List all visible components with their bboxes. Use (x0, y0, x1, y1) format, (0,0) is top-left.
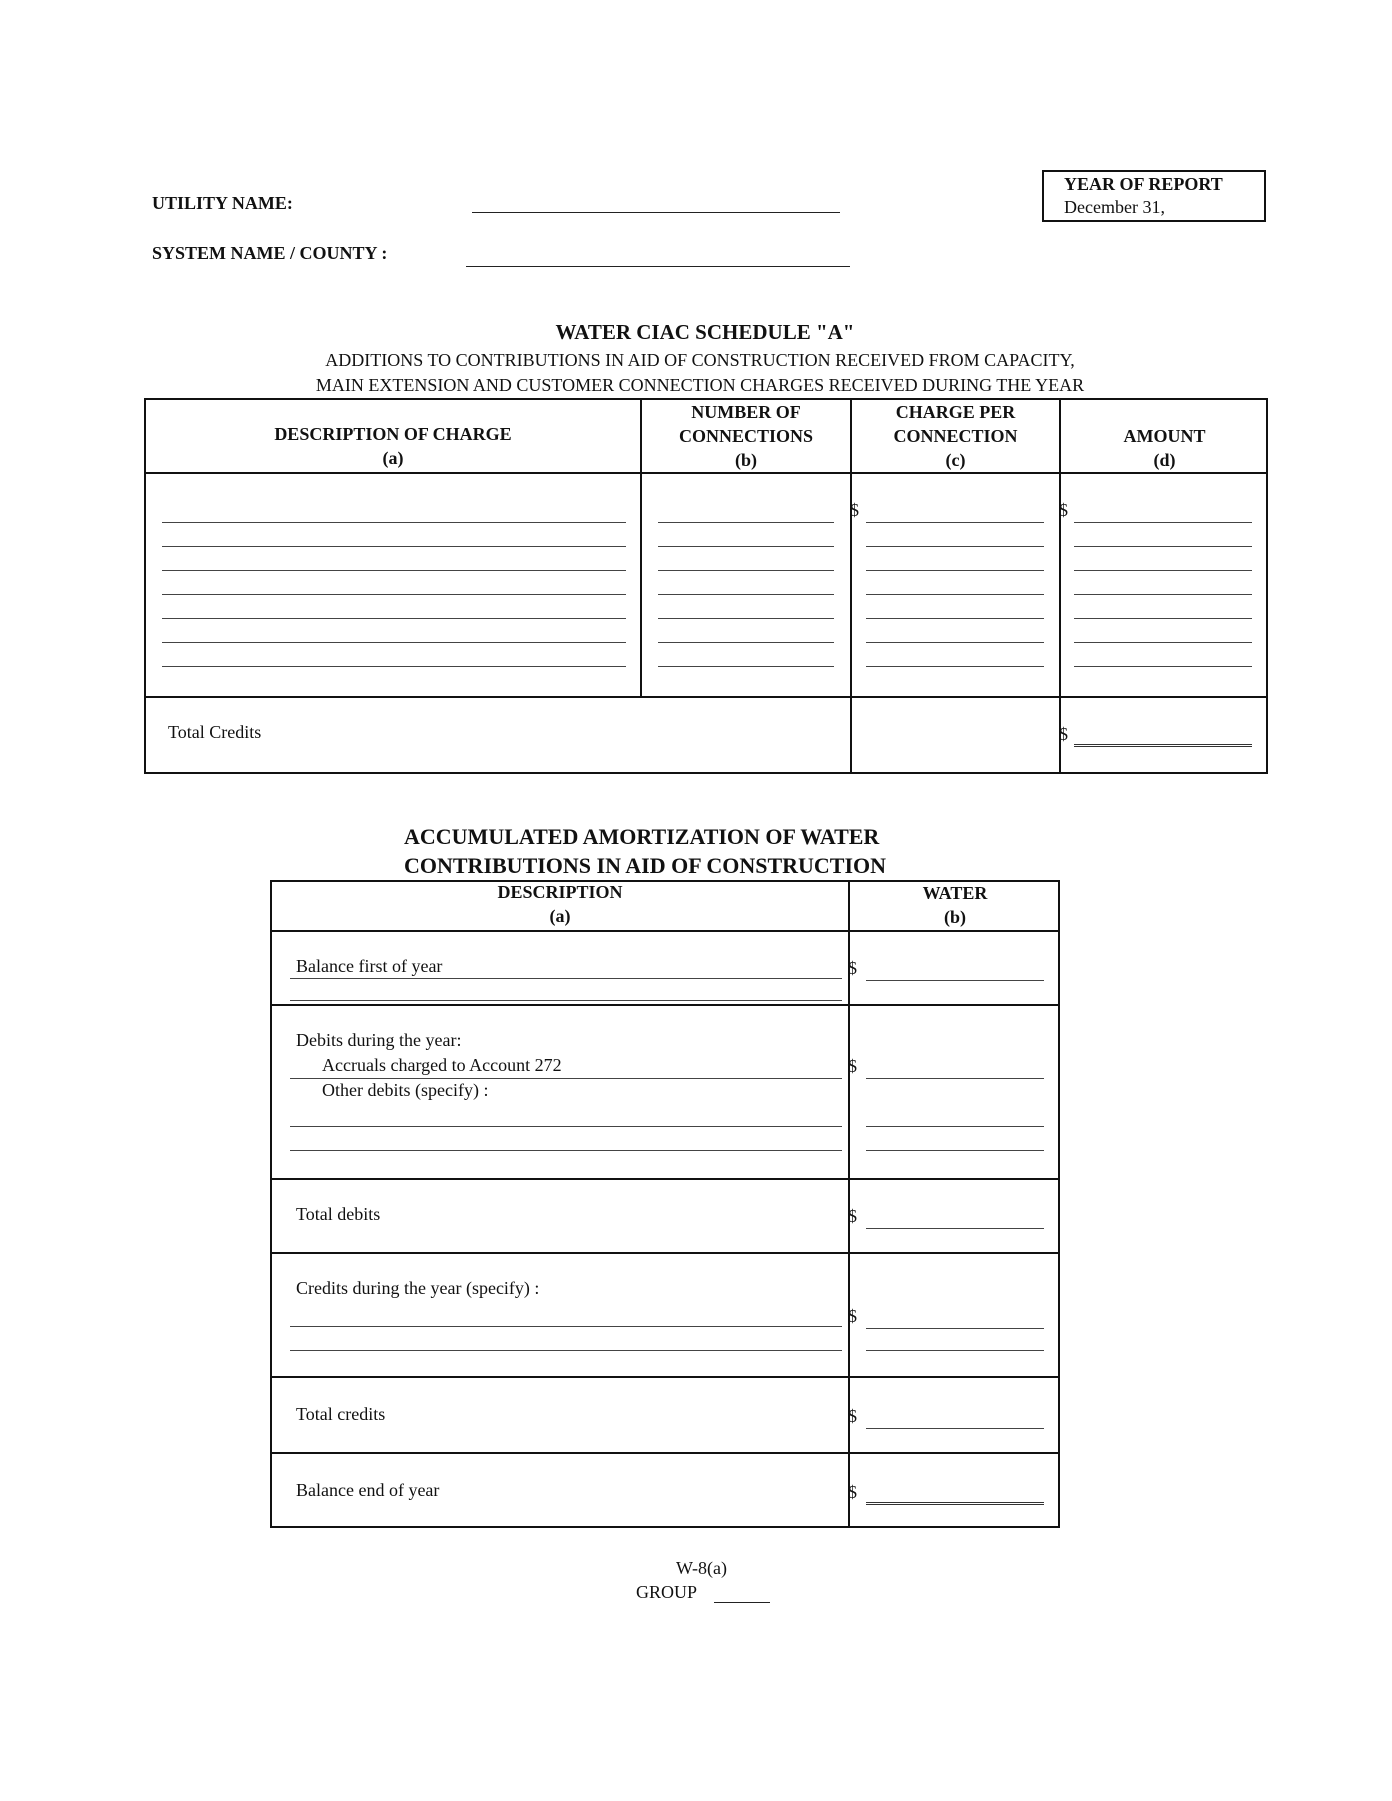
col-c-title-1: CHARGE PER (895, 402, 1016, 422)
year-of-report-title: YEAR OF REPORT (1064, 174, 1223, 194)
schedule-a-subtitle-1: ADDITIONS TO CONTRIBUTIONS IN AID OF CONSTRUCTION RECEIVED FROM CAPACITY, (325, 350, 1075, 370)
amort-water-title: WATER (922, 883, 988, 903)
col-c-title-2: CONNECTION (893, 426, 1018, 446)
charge-entry-line-2[interactable] (866, 546, 1044, 547)
connections-entry-line-6[interactable] (658, 642, 834, 643)
amount-entry-line-4[interactable] (1074, 594, 1252, 595)
total-debits-field[interactable] (866, 1228, 1044, 1229)
amortization-title-2: CONTRIBUTIONS IN AID OF CONSTRUCTION (404, 853, 887, 878)
page-code: W-8(a) (676, 1558, 727, 1578)
description-entry-line-2[interactable] (162, 546, 626, 547)
col-a-code: (a) (382, 448, 404, 468)
amort-desc-code: (a) (549, 906, 571, 926)
accruals-field[interactable] (866, 1078, 1044, 1079)
charge-entry-line-7[interactable] (866, 666, 1044, 667)
amount-entry-line-3[interactable] (1074, 570, 1252, 571)
dollar-balance-first: $ (848, 958, 857, 978)
other-debits-line-1[interactable] (290, 1126, 842, 1127)
col-header-charge (852, 400, 1059, 472)
credits-field-2[interactable] (866, 1350, 1044, 1351)
year-of-report-date[interactable]: December 31, (1064, 197, 1165, 217)
balance-end-label: Balance end of year (296, 1480, 440, 1500)
col-d-code: (d) (1153, 450, 1176, 470)
amount-entry-line-6[interactable] (1074, 642, 1252, 643)
amort-col-header-water (850, 881, 1060, 929)
other-debits-field-2[interactable] (866, 1150, 1044, 1151)
connections-entry-line-1[interactable] (658, 522, 834, 523)
description-entry-line-5[interactable] (162, 618, 626, 619)
group-field[interactable] (714, 1602, 770, 1603)
description-entry-line-6[interactable] (162, 642, 626, 643)
col-d-title: AMOUNT (1123, 426, 1206, 446)
amount-entry-line-2[interactable] (1074, 546, 1252, 547)
amount-entry-line-5[interactable] (1074, 618, 1252, 619)
balance-first-underline-2 (290, 1000, 842, 1001)
description-entry-line-4[interactable] (162, 594, 626, 595)
dollar-sign-amount: $ (1059, 500, 1068, 520)
system-name-label: SYSTEM NAME / COUNTY : (152, 243, 388, 263)
connections-entry-line-4[interactable] (658, 594, 834, 595)
other-debits-field-1[interactable] (866, 1126, 1044, 1127)
accruals-label: Accruals charged to Account 272 (322, 1055, 562, 1075)
utility-name-label: UTILITY NAME: (152, 193, 293, 213)
col-b-title-2: CONNECTIONS (678, 426, 814, 446)
amount-entry-line-1[interactable] (1074, 522, 1252, 523)
dollar-sign-total: $ (1059, 724, 1068, 744)
amort-row-divider-4 (270, 1376, 1060, 1378)
amort-col-header-description (272, 880, 848, 928)
connections-entry-line-7[interactable] (658, 666, 834, 667)
col-header-amount (1061, 424, 1268, 472)
connections-entry-line-2[interactable] (658, 546, 834, 547)
dollar-credits: $ (848, 1306, 857, 1326)
balance-first-field[interactable] (866, 980, 1044, 981)
schedule-a-title: WATER CIAC SCHEDULE "A" (555, 320, 855, 344)
charge-entry-line-3[interactable] (866, 570, 1044, 571)
system-name-field[interactable] (466, 266, 850, 267)
col-header-description (146, 422, 640, 470)
description-entry-line-7[interactable] (162, 666, 626, 667)
total-debits-label: Total debits (296, 1204, 381, 1224)
amort-row-divider-5 (270, 1452, 1060, 1454)
amort-header-divider (270, 930, 1060, 932)
dollar-balance-end: $ (848, 1482, 857, 1502)
total-credits-amort-field[interactable] (866, 1428, 1044, 1429)
debits-heading: Debits during the year: (296, 1030, 462, 1050)
total-credits-amort-label: Total credits (296, 1404, 386, 1424)
header-divider (144, 472, 1268, 474)
col-a-title: DESCRIPTION OF CHARGE (274, 424, 512, 444)
amortization-title-1: ACCUMULATED AMORTIZATION OF WATER (404, 824, 880, 849)
total-credits-field[interactable] (1074, 744, 1252, 747)
credits-field-1[interactable] (866, 1328, 1044, 1329)
balance-end-field[interactable] (866, 1502, 1044, 1505)
charge-entry-line-1[interactable] (866, 522, 1044, 523)
description-entry-line-1[interactable] (162, 522, 626, 523)
dollar-total-credits: $ (848, 1406, 857, 1426)
amort-row-divider-2 (270, 1178, 1060, 1180)
credits-line-1[interactable] (290, 1326, 842, 1327)
dollar-total-debits: $ (848, 1206, 857, 1226)
charge-entry-line-4[interactable] (866, 594, 1044, 595)
amort-water-code: (b) (944, 907, 966, 927)
group-label: GROUP (636, 1582, 698, 1602)
charge-entry-line-6[interactable] (866, 642, 1044, 643)
utility-name-field[interactable] (472, 212, 840, 213)
schedule-a-subtitle-2: MAIN EXTENSION AND CUSTOMER CONNECTION CHARGES RECEIVED DURING THE YEAR (315, 375, 1085, 395)
amort-row-divider-3 (270, 1252, 1060, 1254)
description-entry-line-3[interactable] (162, 570, 626, 571)
accruals-underline (290, 1078, 842, 1079)
balance-first-underline (290, 978, 842, 979)
year-of-report-box (1042, 170, 1266, 222)
total-credits-label: Total Credits (168, 722, 262, 742)
amount-entry-line-7[interactable] (1074, 666, 1252, 667)
total-row-divider (144, 696, 1268, 698)
col-header-number (642, 400, 850, 472)
other-debits-line-2[interactable] (290, 1150, 842, 1151)
charge-entry-line-5[interactable] (866, 618, 1044, 619)
amort-desc-title: DESCRIPTION (497, 882, 623, 902)
dollar-sign-charge: $ (850, 500, 859, 520)
credits-heading: Credits during the year (specify) : (296, 1278, 540, 1298)
other-debits-label: Other debits (specify) : (322, 1080, 489, 1100)
connections-entry-line-5[interactable] (658, 618, 834, 619)
col-b-title-1: NUMBER OF (691, 402, 801, 422)
credits-line-2[interactable] (290, 1350, 842, 1351)
dollar-accruals: $ (848, 1056, 857, 1076)
balance-first-label: Balance first of year (296, 956, 443, 976)
amort-row-divider-1 (270, 1004, 1060, 1006)
connections-entry-line-3[interactable] (658, 570, 834, 571)
col-b-code: (b) (735, 450, 757, 470)
col-c-code: (c) (945, 450, 966, 470)
